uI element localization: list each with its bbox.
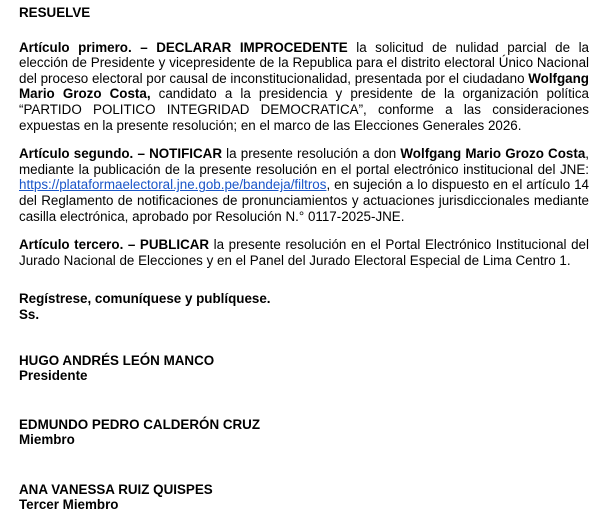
closing-block <box>19 291 589 322</box>
signatory-third-member <box>19 482 589 513</box>
signatory-role: Presidente <box>19 368 88 384</box>
closing-formula: Regístrese, comuníquese y publíquese. <box>19 291 271 307</box>
article-second-text-end: , en sujeción a lo dispuesto en el artículo 14 del Reglamento de notificaciones de pronunciamientos y actuaciones jurisdiccionales mediante casilla electrónica, aprobado por Resolución N.° 0117-2025-JNE. <box>19 177 589 224</box>
article-first-text: la solicitud de nulidad parcial de la elección de Presidente y vicepresidente de la Republica para el distrito electoral Único Nacional del proceso electoral por causal de inconstitucionalidad, presentada por el ciudadano <box>19 39 589 86</box>
jne-portal-link[interactable]: https://plataformaelectoral.jne.gob.pe/bandeja/filtros <box>19 177 327 193</box>
article-second-label: Artículo segundo. – <box>19 146 145 162</box>
signatory-name: ANA VANESSA RUIZ QUISPES <box>19 481 213 497</box>
article-first-action: DECLARAR IMPROCEDENTE <box>156 39 348 55</box>
article-third-action: PUBLICAR <box>139 237 210 253</box>
signatory-role: Tercer Miembro <box>19 497 119 513</box>
signatory-president <box>19 353 589 384</box>
article-first-label: Artículo primero. – <box>19 39 148 55</box>
article-first-text-end: candidato a la presidencia y presidente de la organización política “PARTIDO POLITICO INTEGRIDAD DEMOCRATICA”, conforme a las consideraciones expuestas en la presente resolución; en el marco de las Elecciones Generales 2026. <box>19 86 589 133</box>
closing-ss: Ss. <box>19 306 40 322</box>
article-third <box>19 237 589 268</box>
signatory-name: HUGO ANDRÉS LEÓN MANCO <box>19 352 215 368</box>
signatory-name: EDMUNDO PEDRO CALDERÓN CRUZ <box>19 416 261 432</box>
resolution-document <box>19 5 589 513</box>
article-second <box>19 146 589 224</box>
article-second-action: NOTIFICAR <box>149 146 222 162</box>
article-second-text: la presente resolución a don <box>222 146 401 162</box>
signatory-member <box>19 417 589 448</box>
article-first <box>19 40 589 134</box>
signatory-role: Miembro <box>19 432 75 448</box>
article-third-label: Artículo tercero. – <box>19 237 136 253</box>
article-first-name: Wolfgang Mario Grozo Costa, <box>19 70 589 102</box>
resolution-heading: RESUELVE <box>19 5 91 20</box>
article-third-text: la presente resolución en el Portal Electrónico Institucional del Jurado Nacional de Elecciones y en el Panel del Jurado Electoral Especial de Lima Centro 1. <box>19 237 589 268</box>
article-second-text-mid: , mediante la publicación de la presente resolución en el portal electrónico institucional del JNE: <box>19 146 589 177</box>
article-second-name: Wolfgang Mario Grozo Costa <box>400 146 586 162</box>
